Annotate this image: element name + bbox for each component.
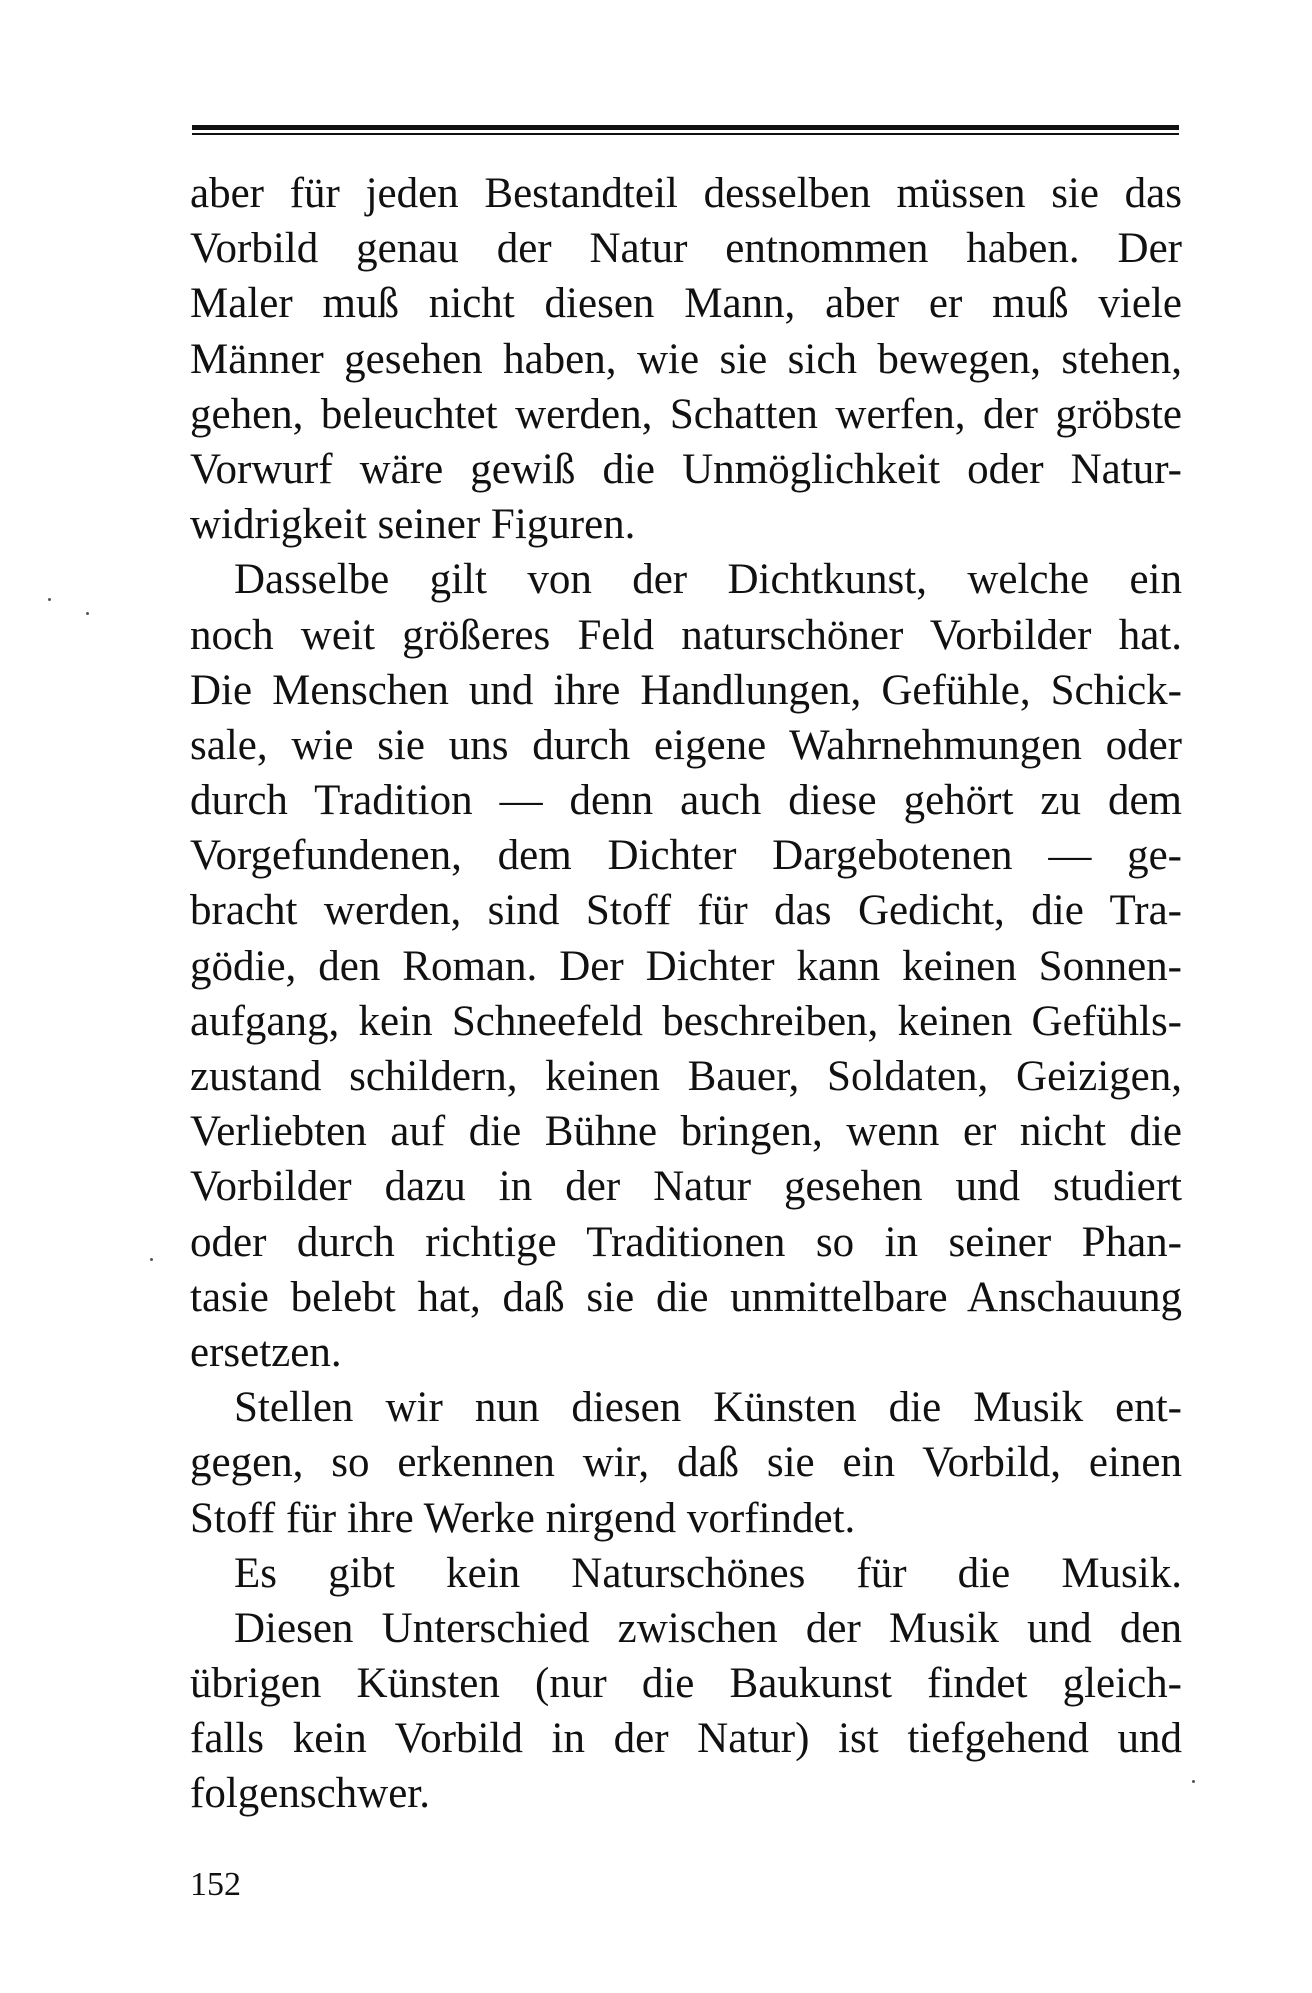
- scan-speck: [48, 598, 51, 601]
- page-number: 152: [190, 1866, 241, 1903]
- text-line: widrigkeit seiner Figuren.: [190, 501, 636, 549]
- text-line: Vorgefundenen, dem Dichter Dargebotenen — ge-: [190, 832, 1182, 880]
- header-rule-thin: [192, 133, 1179, 135]
- text-line: aber für jeden Bestandteil desselben müssen sie das: [190, 170, 1182, 217]
- scan-speck: [150, 1258, 153, 1261]
- text-line: Stellen wir nun diesen Künsten die Musik ent-: [234, 1384, 1182, 1432]
- text-line: Maler muß nicht diesen Mann, aber er muß viele: [190, 280, 1182, 328]
- header-rule: [192, 125, 1179, 130]
- text-line: Es gibt kein Naturschönes für die Musik.: [234, 1549, 1182, 1597]
- text-line: falls kein Vorbild in der Natur) ist tiefgehend und: [190, 1715, 1182, 1763]
- text-line: ersetzen.: [190, 1328, 342, 1376]
- text-line: gödie, den Roman. Der Dichter kann keinen Sonnen-: [190, 942, 1182, 990]
- text-line: Vorbild genau der Natur entnommen haben. Der: [190, 225, 1182, 273]
- text-line: tasie belebt hat, daß sie die unmittelbare Anschauung: [190, 1273, 1182, 1321]
- text-line: Die Menschen und ihre Handlungen, Gefühle, Schick-: [190, 666, 1182, 714]
- text-line: übrigen Künsten (nur die Baukunst findet gleich-: [190, 1660, 1182, 1708]
- text-line: Vorwurf wäre gewiß die Unmöglichkeit oder Natur-: [190, 445, 1182, 493]
- text-line: Männer gesehen haben, wie sie sich bewegen, stehen,: [190, 335, 1182, 383]
- text-line: bracht werden, sind Stoff für das Gedicht, die Tra-: [190, 887, 1182, 935]
- scan-speck: [1192, 1780, 1195, 1783]
- text-line: Dasselbe gilt von der Dichtkunst, welche ein: [234, 556, 1182, 604]
- text-line: zustand schildern, keinen Bauer, Soldaten, Geizigen,: [190, 1053, 1182, 1100]
- text-line: folgenschwer.: [190, 1770, 431, 1818]
- scan-speck: [86, 612, 89, 615]
- text-line: aufgang, kein Schneefeld beschreiben, keinen Gefühls-: [190, 997, 1182, 1045]
- text-line: gegen, so erkennen wir, daß sie ein Vorbild, einen: [190, 1439, 1182, 1487]
- text-line: Diesen Unterschied zwischen der Musik und den: [234, 1604, 1182, 1652]
- text-line: sale, wie sie uns durch eigene Wahrnehmungen oder: [190, 721, 1182, 769]
- text-line: Verliebten auf die Bühne bringen, wenn er nicht die: [190, 1108, 1182, 1156]
- text-line: gehen, beleuchtet werden, Schatten werfen, der gröbste: [190, 390, 1182, 438]
- body-text: [190, 166, 1182, 1822]
- text-line: Vorbilder dazu in der Natur gesehen und studiert: [190, 1163, 1182, 1211]
- text-line: durch Tradition — denn auch diese gehört zu dem: [190, 777, 1182, 825]
- text-line: noch weit größeres Feld naturschöner Vorbilder hat.: [190, 611, 1182, 659]
- text-line: oder durch richtige Traditionen so in seiner Phan-: [190, 1218, 1182, 1266]
- text-line: Stoff für ihre Werke nirgend vorfindet.: [190, 1494, 856, 1542]
